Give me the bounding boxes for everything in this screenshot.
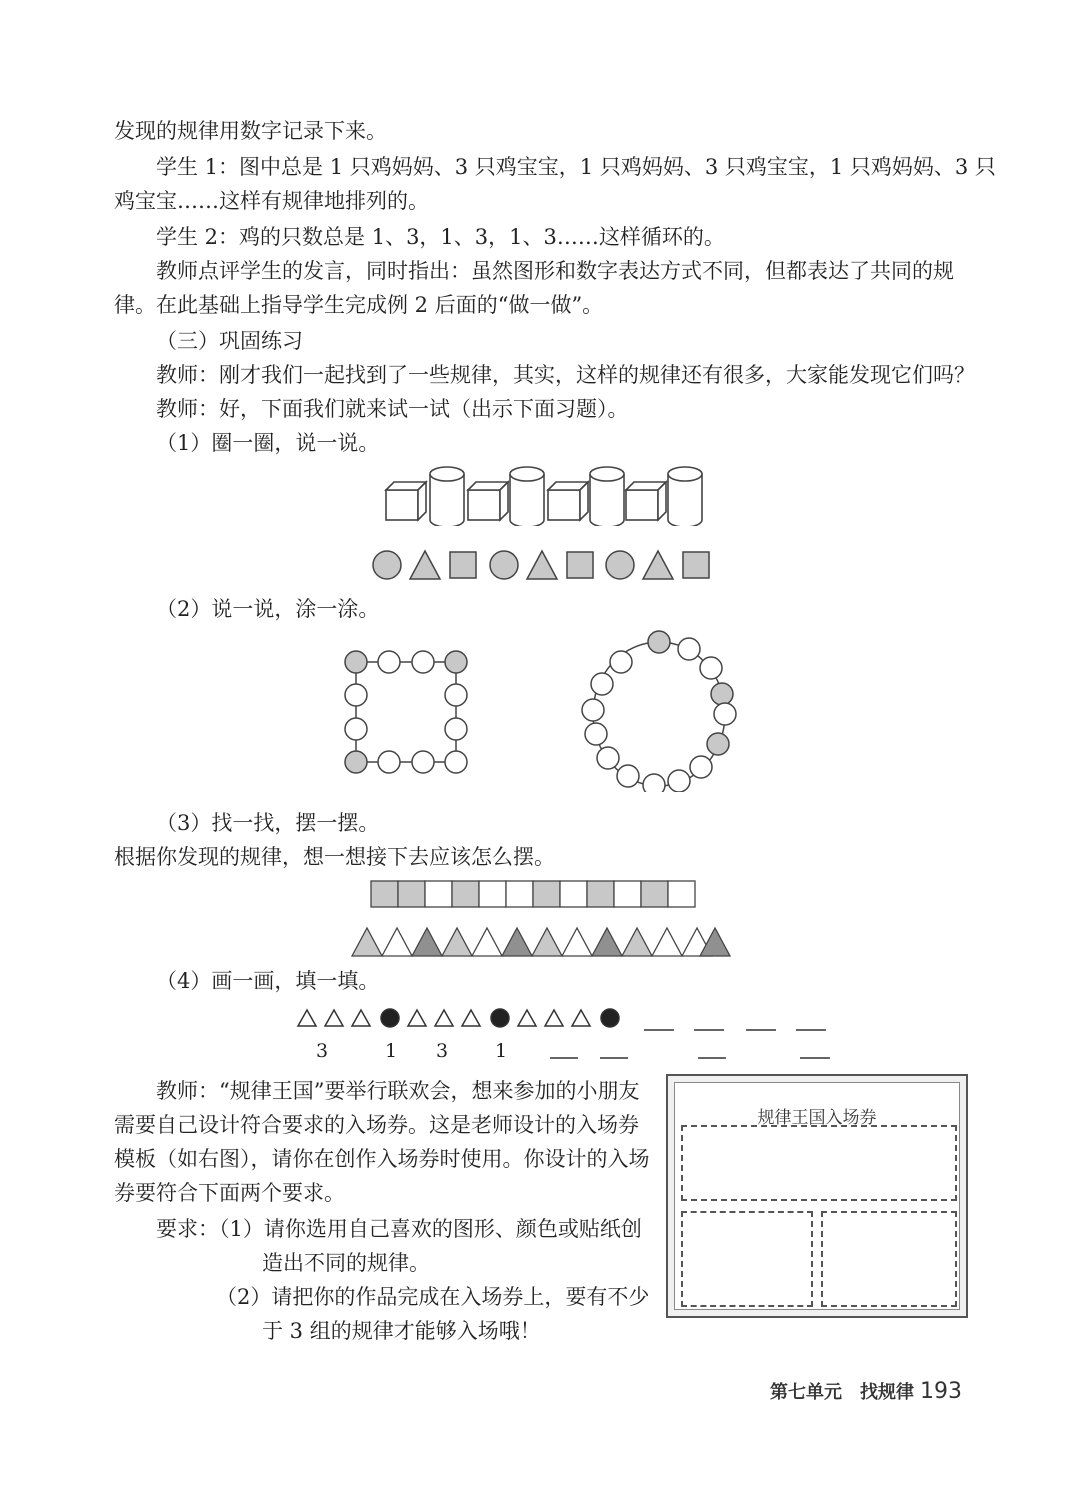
count-number: 3 [316, 1040, 329, 1062]
square-figure [567, 552, 593, 578]
text-line: 教师点评学生的发言，同时指出：虽然图形和数字表达方式不同，但都表达了共同的规 [156, 259, 954, 283]
unit-title: 第七单元 找规律 [770, 1382, 914, 1403]
section-heading: （三）巩固练习 [156, 329, 303, 353]
ticket-top-box [681, 1125, 957, 1201]
cube-figure [386, 482, 426, 520]
cube-figure [468, 482, 508, 520]
requirement-1: 要求：（1）请你选用自己喜欢的图形、颜色或贴纸创 [156, 1217, 642, 1241]
square-figure [683, 552, 709, 578]
cylinder-figure [590, 467, 624, 526]
text-line: 券要符合下面两个要求。 [114, 1181, 345, 1205]
cube-cylinder-row [380, 462, 720, 526]
triangle-strip [350, 926, 732, 958]
exercise-2-label: （2）说一说，涂一涂。 [156, 597, 380, 621]
ticket-right-box [821, 1211, 957, 1307]
triangle-figure [643, 551, 673, 579]
text-line: 学生 2：鸡的只数总是 1、3，1、3，1、3……这样循环的。 [156, 225, 725, 249]
circle-figure [490, 551, 518, 579]
ticket-inner [674, 1082, 960, 1310]
text-line: 发现的规律用数字记录下来。 [114, 119, 387, 143]
shape-sequence [296, 1004, 836, 1036]
exercise-3-text: 根据你发现的规律，想一想接下去应该怎么摆。 [114, 845, 555, 869]
triangle-figure [527, 551, 557, 579]
cube-figure [626, 482, 666, 520]
text-line: 鸡宝宝……这样有规律地排列的。 [114, 189, 429, 213]
cube-figure [548, 482, 588, 520]
text-line: 教师：好，下面我们就来试一试（出示下面习题）。 [156, 397, 629, 421]
requirement-1-cont: 造出不同的规律。 [262, 1251, 430, 1275]
page-footer [770, 1378, 962, 1404]
square-figure [450, 552, 476, 578]
requirement-2-cont: 于 3 组的规律才能够入场哦！ [262, 1319, 541, 1343]
exercise-1-label: （1）圈一圈，说一说。 [156, 431, 380, 455]
text-line: 学生 1：图中总是 1 只鸡妈妈、3 只鸡宝宝，1 只鸡妈妈、3 只鸡宝宝，1 只鸡妈妈、3 只 [156, 155, 996, 179]
answer-blanks [548, 1048, 838, 1064]
circle-figure [373, 551, 401, 579]
page-number: 193 [920, 1379, 962, 1404]
exercise-3-label: （3）找一找，摆一摆。 [156, 811, 380, 835]
bead-ring [576, 626, 742, 792]
count-number: 1 [385, 1040, 398, 1062]
text-line: 教师：刚才我们一起找到了一些规律，其实，这样的规律还有很多，大家能发现它们吗？ [156, 363, 975, 387]
count-number: 1 [495, 1040, 508, 1062]
circle-triangle-square-row [370, 548, 714, 582]
triangle-figure [410, 551, 440, 579]
ticket-left-box [681, 1211, 813, 1307]
circle-figure [606, 551, 634, 579]
count-number: 3 [436, 1040, 449, 1062]
bead-square [340, 646, 472, 776]
cylinder-figure [510, 467, 544, 526]
ticket-template [666, 1074, 968, 1318]
square-strip [370, 880, 698, 910]
ticket-title: 规律王国入场券 [757, 1108, 877, 1128]
text-line: 教师：“规律王国”要举行联欢会，想来参加的小朋友 [156, 1079, 640, 1103]
requirement-2: （2）请把你的作品完成在入场券上，要有不少 [216, 1285, 650, 1309]
cylinder-figure [668, 467, 702, 526]
text-line: 律。在此基础上指导学生完成例 2 后面的“做一做”。 [114, 293, 604, 317]
cylinder-figure [430, 467, 464, 526]
text-line: 模板（如右图），请你在创作入场券时使用。你设计的入场 [114, 1147, 650, 1171]
text-line: 需要自己设计符合要求的入场券。这是老师设计的入场券 [114, 1113, 639, 1137]
exercise-4-label: （4）画一画，填一填。 [156, 969, 380, 993]
